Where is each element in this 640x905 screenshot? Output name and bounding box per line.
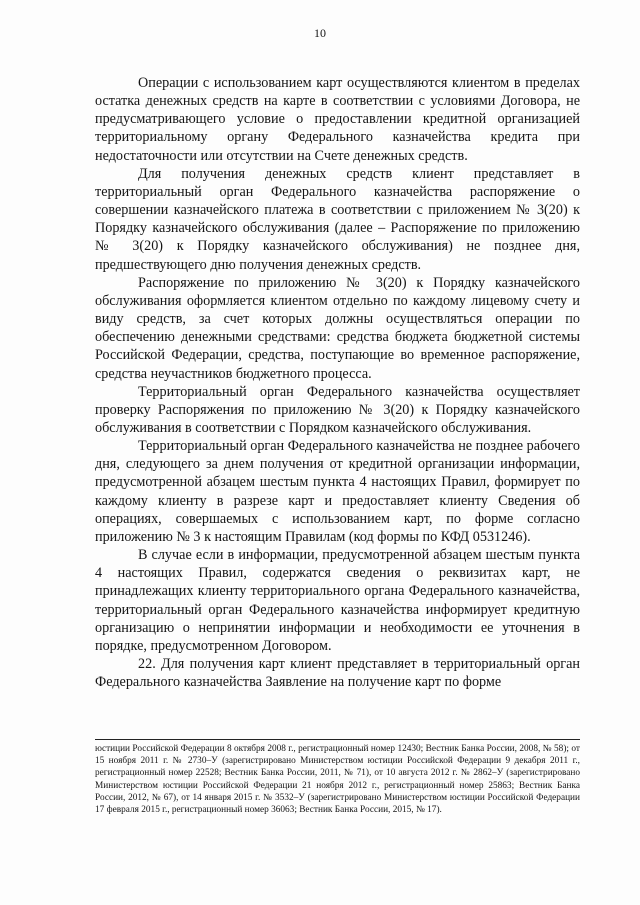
paragraph-order-per-account: Распоряжение по приложению № 3(20) к Порядку казначейского обслуживания оформляется клиентом отдельно по каждому лицевому счету и виду средств, за счет которых должны осуществляться операции по обеспечению денежными средствами: средства бюджета бюджетной системы Российской Федерации, средства, поступающие во временное распоряжение, средства неучастников бюджетного процесса. bbox=[95, 274, 580, 382]
page-number: 10 bbox=[314, 26, 326, 40]
paragraph-foreign-cards: В случае если в информации, предусмотренной абзацем шестым пункта 4 настоящих Правил, содержатся сведения о реквизитах карт, не принадлежащих клиенту территориального органа Федерального казначейства, территориальный орган Федерального казначейства информирует кредитную организацию о непринятии информации и необходимости ее уточнения в порядке, предусмотренном Договором. bbox=[95, 547, 580, 654]
footnote-text: юстиции Российской Федерации 8 октября 2008 г., регистрационный номер 12430; Вестник Банка России, 2008, № 58); от 15 ноября 2011 г. № 2730–У (зарегистрировано Министерством юстиции Российской Федерации 9 декабря 2011 г., регистрационный номер 22528; Вестник Банка России, 2011, № 71), от 10 августа 2012 г. № 2862–У (зарегистрировано Министерством юстиции Российской Федерации 21 ноября 2012 г., регистрационный номер 25863; Вестник Банка России, 2012, № 67), от 14 января 2015 г. № 3532–У (зарегистрировано Министерством юстиции Российской Федерации 17 февраля 2015 г., регистрационный номер 36063; Вестник Банка России, 2015, № 17). bbox=[95, 744, 580, 816]
body-text bbox=[95, 74, 580, 691]
paragraph-cash-request: Для получения денежных средств клиент представляет в территориальный орган Федерального казначейства распоряжение о совершении казначейского платежа в соответствии с приложением № 3(20) к Порядку казначейского обслуживания (далее – Распоряжение по приложению № 3(20) к Порядку казначейского обслуживания) не позднее дня, предшествующего дню получения денежных средств. bbox=[95, 165, 580, 273]
paragraph-order-check: Территориальный орган Федерального казначейства осуществляет проверку Распоряжения по приложению № 3(20) к Порядку казначейского обслуживания в соответствии с Порядком казначейского обслуживания. bbox=[95, 383, 580, 436]
paragraph-operations-report: Территориальный орган Федерального казначейства не позднее рабочего дня, следующего за днем получения от кредитной организации информации, предусмотренной абзацем шестым пункта 4 настоящих Правил, формирует по каждому клиенту в разрезе карт и предоставляет клиенту Сведения об операциях, совершаемых с использованием карт, по форме согласно приложению № 3 к настоящим Правилам (код формы по КФД 0531246). bbox=[95, 438, 580, 545]
footnote-divider bbox=[95, 739, 580, 740]
paragraph-card-operations: Операции с использованием карт осуществляются клиентом в пределах остатка денежных средств на карте в соответствии с условиями Договора, не предусматривающего условие о предоставлении кредитной организацией территориальному органу Федерального казначейства кредита при недостаточности или отсутствии на Счете денежных средств. bbox=[95, 75, 580, 164]
paragraph-item-22: 22. Для получения карт клиент представляет в территориальный орган Федерального казначейства Заявление на получение карт по форме bbox=[95, 656, 580, 691]
